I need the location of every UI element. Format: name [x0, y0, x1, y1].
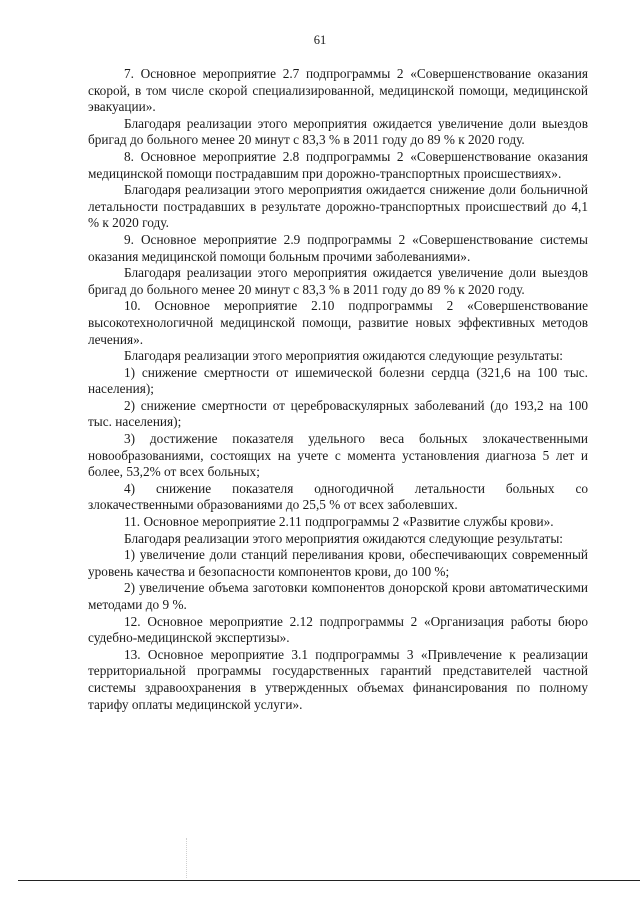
paragraph-measure-3-1: 13. Основное мероприятие 3.1 подпрограммы 3 «Привлечение к реализации территориальной программы государственных гарантий представителей частной системы здравоохранения в утвержденных объемах финансирования по полному тарифу оплаты медицинской услуги». [88, 646, 588, 712]
paragraph-measure-2-9: 9. Основное мероприятие 2.9 подпрограммы 2 «Совершенствование системы оказания медицинской помощи больным прочими заболеваниями». [88, 231, 588, 264]
scan-artifact [186, 838, 189, 878]
paragraph-result-2-7: Благодаря реализации этого мероприятия ожидается увеличение доли выездов бригад до больного менее 20 минут с 83,3 % в 2011 году до 89 % к 2020 году. [88, 115, 588, 148]
paragraph-result-2-9: Благодаря реализации этого мероприятия ожидается увеличение доли выездов бригад до больного менее 20 минут с 83,3 % в 2011 году до 89 % к 2020 году. [88, 265, 588, 297]
document-body [88, 66, 588, 713]
paragraph-measure-2-11: 11. Основное мероприятие 2.11 подпрограммы 2 «Развитие службы крови». [124, 514, 554, 530]
paragraph-results-intro-2-10: Благодаря реализации этого мероприятия ожидаются следующие результаты: [124, 348, 563, 364]
paragraph-result-2-8: Благодаря реализации этого мероприятия ожидается снижение доли больничной летальности пострадавших в результате дорожно-транспортных происшествий до 4,1 % к 2020 году. [88, 182, 588, 231]
list-item-2-11-1: 1) увеличение доли станций переливания крови, обеспечивающих современный уровень качества и безопасности компонентов крови, до 100 %; [88, 547, 588, 579]
list-item-2-10-1: 1) снижение смертности от ишемической болезни сердца (321,6 на 100 тыс. населения); [88, 364, 588, 397]
paragraph-measure-2-10: 10. Основное мероприятие 2.10 подпрограммы 2 «Совершенствование высокотехнологичной медицинской помощи, развитие новых эффективных методов лечения». [88, 298, 588, 347]
list-item-2-10-2: 2) снижение смертности от цереброваскулярных заболеваний (до 193,2 на 100 тыс. населения); [88, 397, 588, 430]
paragraph-results-intro-2-11: Благодаря реализации этого мероприятия ожидаются следующие результаты: [124, 530, 563, 546]
paragraph-measure-2-7: 7. Основное мероприятие 2.7 подпрограммы 2 «Совершенствование оказания скорой, в том числе скорой специализированной, медицинской помощи, медицинской эвакуации». [88, 66, 588, 115]
list-item-2-10-4: 4) снижение показателя одногодичной летальности больных со злокачественными образованиями до 25,5 % от всех заболевших. [88, 480, 588, 513]
paragraph-measure-2-8: 8. Основное мероприятие 2.8 подпрограммы 2 «Совершенствование оказания медицинской помощи пострадавшим при дорожно-транспортных происшествиях». [88, 148, 588, 181]
paragraph-measure-2-12: 12. Основное мероприятие 2.12 подпрограммы 2 «Организация работы бюро судебно-медицинской экспертизы». [88, 613, 588, 646]
page-number: 61 [313, 33, 327, 47]
list-item-2-10-3: 3) достижение показателя удельного веса больных злокачественными новообразованиями, состоящих на учете с момента установления диагноза 5 лет и более, 53,2% от всех больных; [88, 431, 588, 480]
page-bottom-rule [18, 880, 640, 881]
list-item-2-11-2: 2) увеличение объема заготовки компонентов донорской крови автоматическими методами до 9 %. [88, 580, 588, 612]
